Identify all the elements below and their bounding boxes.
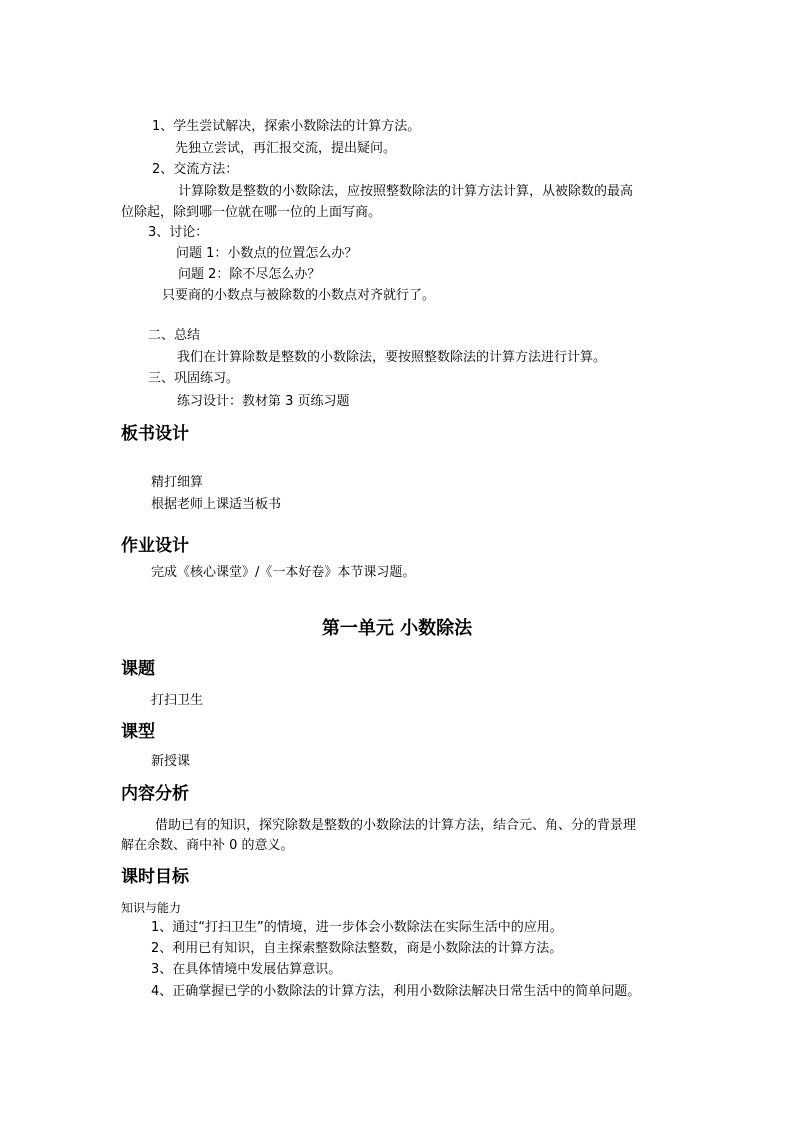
summary-text: 我们在计算除数是整数的小数除法，要按照整数除法的计算方法进行计算。: [177, 350, 607, 365]
step1-detail: 先独立尝试，再汇报交流，提出疑问。: [175, 141, 397, 156]
practice-title: 三、巩固练习。: [148, 371, 240, 386]
board-design-line1: 精打细算: [151, 475, 204, 490]
lesson-type-value: 新授课: [151, 754, 191, 769]
question-1: 问题 1：小数点的位置怎么办？: [176, 246, 358, 261]
objective-item: 3、在具体情境中发展估算意识。: [151, 962, 342, 977]
step2-detail-line2: 位除起，除到哪一位就在哪一位的上面写商。: [121, 205, 382, 220]
unit-title: 第一单元 小数除法: [321, 618, 473, 639]
objective-item: 4、正确掌握已学的小数除法的计算方法，利用小数除法解决日常生活中的简单问题。: [151, 984, 641, 999]
topic-value: 打扫卫生: [151, 693, 204, 708]
content-analysis-line1: 借助已有的知识，探究除数是整数的小数除法的计算方法，结合元、角、分的背景理: [155, 818, 637, 833]
objectives-heading: 课时目标: [121, 867, 189, 887]
discussion-answer: 只要商的小数点与被除数的小数点对齐就行了。: [162, 288, 436, 303]
step3-title: 3、讨论：: [148, 225, 209, 240]
objectives-subheading: 知识与能力: [121, 901, 182, 915]
homework-heading: 作业设计: [121, 536, 189, 556]
question-2: 问题 2：除不尽怎么办？: [178, 267, 321, 282]
step2-title: 2、交流方法：: [152, 162, 239, 177]
homework-text: 完成《核心课堂》/《一本好卷》本节课习题。: [151, 565, 416, 580]
content-analysis-line2: 解在余数、商中补 0 的意义。: [121, 838, 294, 853]
objective-item: 1、通过“打扫卫生”的情境，进一步体会小数除法在实际生活中的应用。: [151, 920, 563, 935]
content-analysis-heading: 内容分析: [121, 784, 189, 804]
lesson-type-heading: 课型: [121, 722, 155, 742]
step1-title: 1、学生尝试解决，探索小数除法的计算方法。: [152, 119, 421, 134]
topic-heading: 课题: [121, 659, 155, 679]
board-design-heading: 板书设计: [121, 424, 189, 444]
board-design-line2: 根据老师上课适当板书: [151, 497, 282, 512]
summary-title: 二、总结: [148, 328, 201, 343]
objective-item: 2、利用已有知识，自主探索整数除法整数，商是小数除法的计算方法。: [151, 941, 563, 956]
step2-detail-line1: 计算除数是整数的小数除法，应按照整数除法的计算方法计算，从被除数的最高: [178, 184, 634, 199]
practice-text: 练习设计：教材第 3 页练习题: [177, 394, 350, 409]
